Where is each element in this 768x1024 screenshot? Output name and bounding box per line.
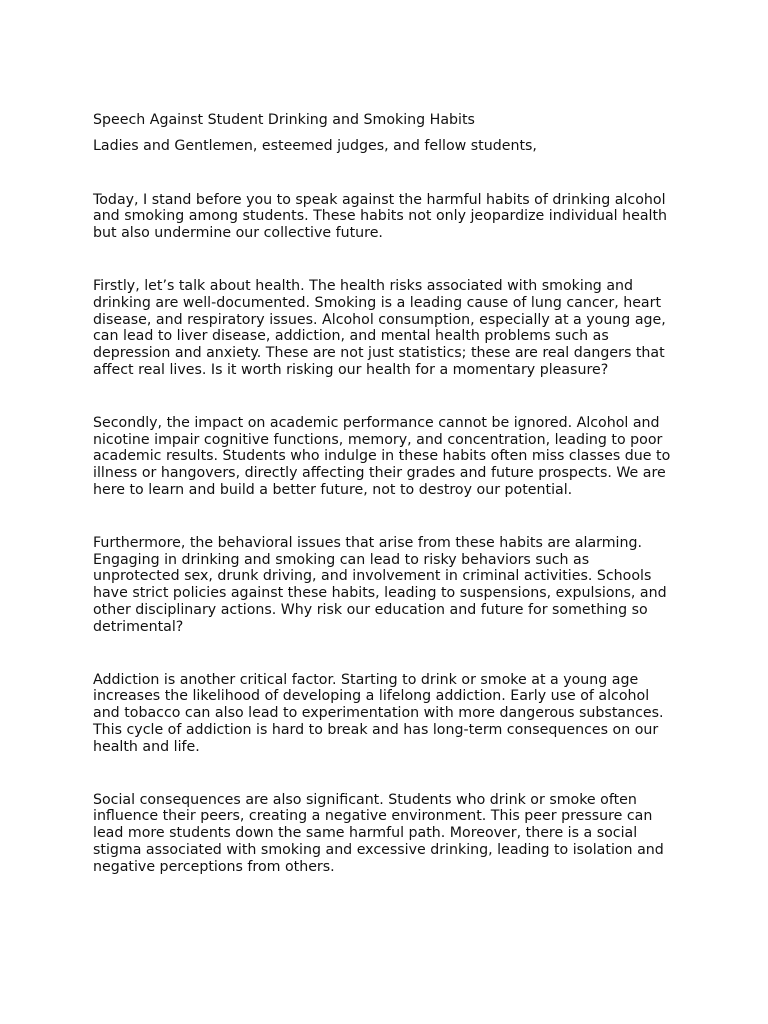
paragraph-line: can lead to liver disease, addiction, and mental health problems such as [93, 328, 609, 345]
paragraph-line: affect real lives. Is it worth risking our health for a momentary pleasure? [93, 361, 609, 378]
document-title: Speech Against Student Drinking and Smoking Habits [93, 112, 475, 128]
paragraph-line: Furthermore, the behavioral issues that arise from these habits are alarming. [93, 534, 642, 551]
paragraph-line: Firstly, let’s talk about health. The health risks associated with smoking and [93, 277, 634, 294]
paragraph-line: Secondly, the impact on academic performance cannot be ignored. Alcohol and [93, 414, 660, 431]
document-page [93, 112, 683, 912]
paragraph-line: increases the likelihood of developing a lifelong addiction. Early use of alcohol [93, 688, 650, 705]
paragraph-line: and tobacco can also lead to experimentation with more dangerous substances. [93, 705, 664, 722]
paragraph-line: academic results. Students who indulge in these habits often miss classes due to [93, 448, 671, 465]
paragraph-line: other disciplinary actions. Why risk our education and future for something so [93, 601, 648, 618]
body-paragraph [93, 792, 683, 876]
paragraph-line: illness or hangovers, directly affecting their grades and future prospects. We are [93, 465, 666, 482]
paragraph-line: negative perceptions from others. [93, 858, 335, 875]
body-paragraph [93, 415, 683, 499]
paragraph-line: Today, I stand before you to speak against the harmful habits of drinking alcohol [93, 191, 666, 208]
paragraph-line: and smoking among students. These habits not only jeopardize individual health [93, 208, 668, 225]
greeting: Ladies and Gentlemen, esteemed judges, and fellow students, [93, 137, 537, 154]
body-paragraph [93, 278, 683, 379]
paragraph-line: health and life. [93, 738, 200, 755]
paragraph-line: but also undermine our collective future. [93, 225, 383, 242]
paragraph-line: drinking are well-documented. Smoking is a leading cause of lung cancer, heart [93, 294, 662, 311]
body-paragraph [93, 192, 683, 242]
paragraph-line: have strict policies against these habits, leading to suspensions, expulsions, and [93, 585, 667, 602]
paragraph-line: disease, and respiratory issues. Alcohol consumption, especially at a young age, [93, 311, 666, 328]
paragraph-line: here to learn and build a better future, not to destroy our potential. [93, 481, 573, 498]
body-paragraphs [93, 192, 683, 876]
paragraph-line: unprotected sex, drunk driving, and involvement in criminal activities. Schools [93, 568, 652, 585]
paragraph-line: depression and anxiety. These are not just statistics; these are real dangers that [93, 345, 665, 362]
paragraph-line: lead more students down the same harmful path. Moreover, there is a social [93, 825, 638, 842]
paragraph-line: stigma associated with smoking and excessive drinking, leading to isolation and [93, 841, 664, 858]
paragraph-line: detrimental? [93, 618, 184, 635]
paragraph-line: Social consequences are also significant. Students who drink or smoke often [93, 791, 637, 808]
paragraph-line: This cycle of addiction is hard to break and has long-term consequences on our [93, 721, 659, 738]
paragraph-line: nicotine impair cognitive functions, memory, and concentration, leading to poor [93, 431, 663, 448]
body-paragraph [93, 535, 683, 636]
paragraph-line: Engaging in drinking and smoking can lead to risky behaviors such as [93, 551, 590, 568]
paragraph-line: Addiction is another critical factor. Starting to drink or smoke at a young age [93, 671, 639, 688]
paragraph-line: influence their peers, creating a negative environment. This peer pressure can [93, 808, 653, 825]
body-paragraph [93, 672, 683, 756]
